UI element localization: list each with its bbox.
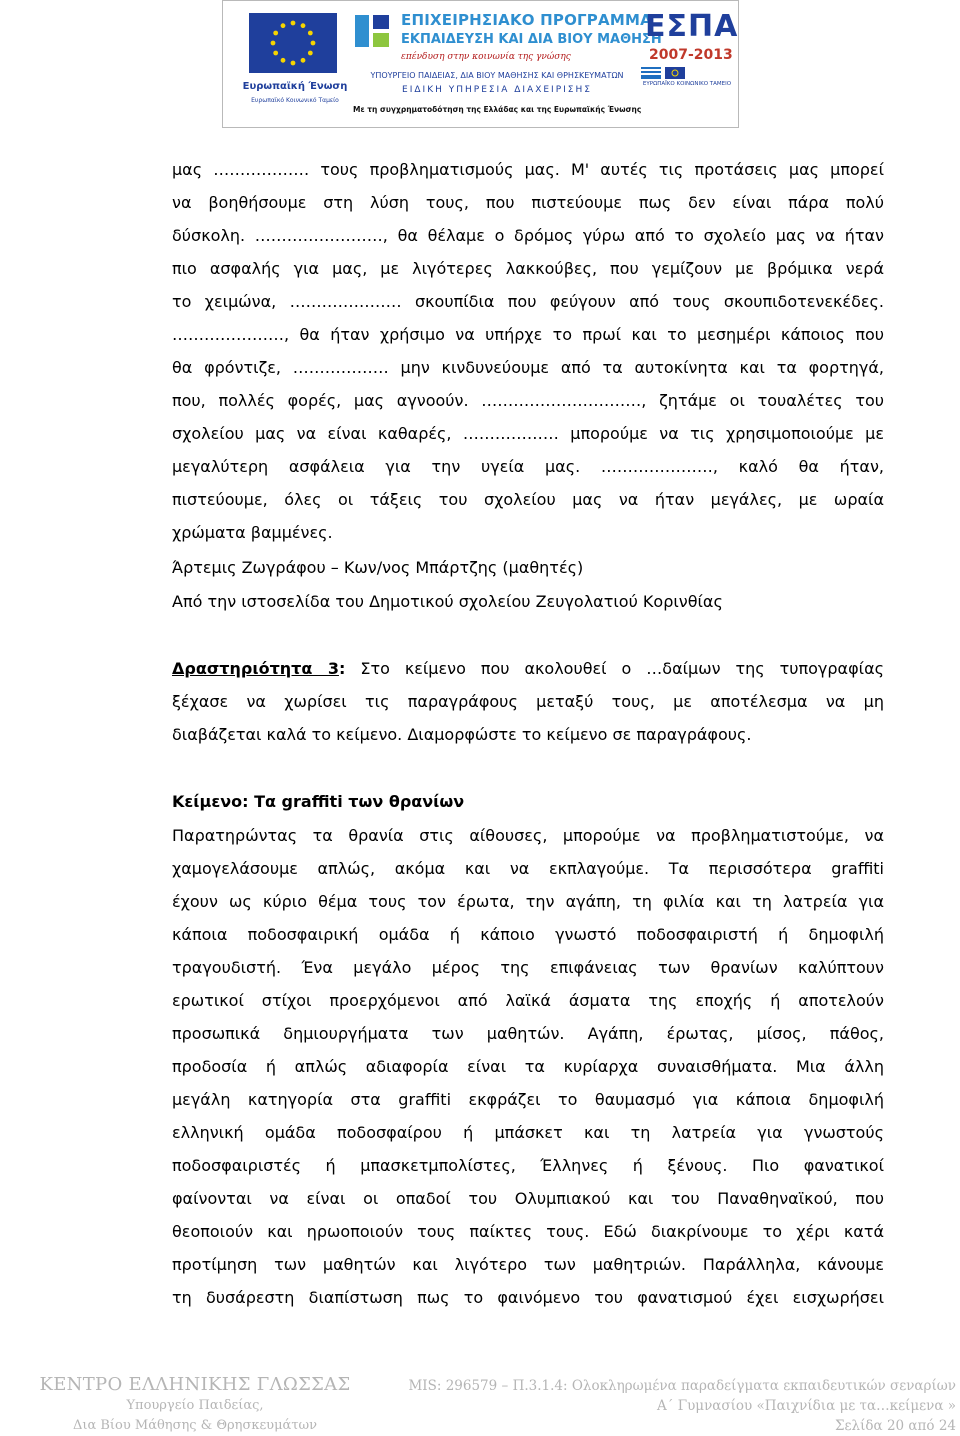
eu-star-icon: [291, 61, 296, 66]
paragraph-line: σχολείου μας να είναι καθαρές, ……………… μπορούμε να τις χρησιμοποιούμε με: [172, 424, 884, 443]
header-banner: [222, 0, 739, 128]
paragraph-line: χαμογελάσουμε απλώς, ακόμα και να εκπλαγούμε. Τα περισσότερα graffiti: [172, 859, 884, 878]
footer-center-name: ΚΕΝΤΡΟ ΕΛΛΗΝΙΚΗΣ ΓΛΩΣΣΑΣ: [39, 1374, 351, 1395]
activity-line: [172, 658, 884, 680]
espa-logo: [639, 9, 739, 119]
paragraph-line: το χειμώνα, ………………… σκουπίδια που φεύγουν από τους σκουπιδοτενεκέδες.: [172, 292, 884, 311]
paragraph-line: έχουν ως κύριο θέμα τους τον έρωτα, την αγάπη, τη φιλία και τη λατρεία για: [172, 892, 884, 911]
eu-fund: Ευρωπαϊκό Κοινωνικό Ταμείο: [251, 97, 339, 104]
footer-left: [0, 1374, 390, 1436]
text-title: Κείμενο: Τα graffiti των θρανίων: [172, 792, 465, 811]
paragraph-line: φαίνονται να είναι οι οπαδοί του Ολυμπιακού και του Παναθηναϊκού, που: [172, 1189, 884, 1208]
eu-star-icon: [311, 41, 316, 46]
activity-text: Στο κείμενο που ακολουθεί ο …δαίμων της τυπογραφίας: [360, 659, 884, 678]
paragraph-line: κάποια ποδοσφαιρική ομάδα ή κάποιο γνωστό ποδοσφαιριστή ή δημοφιλή: [172, 925, 884, 944]
eu-star-icon: [301, 23, 306, 28]
paragraph-line: μεγαλύτερη ασφάλεια για την υγεία μας. …………………, καλό θα ήταν,: [172, 457, 884, 476]
footer-ministry-2: Δια Βίου Μάθησης & Θρησκευμάτων: [72, 1418, 318, 1433]
paragraph-line: ελληνική ομάδα ποδοσφαίρου ή μπάσκετ και τη λατρεία για γνωστούς: [172, 1123, 884, 1142]
paragraph-line: θα φρόντιζε, ……………… μην κινδυνεύουμε από τα αυτοκίνητα και τα φορτηγά,: [172, 358, 884, 377]
espa-title: ΕΣΠΑ: [645, 9, 739, 44]
authors: Άρτεμις Ζωγράφου – Κων/νος Μπάρτζης (μαθητές): [172, 558, 584, 577]
programme-mark-icon: [353, 11, 393, 51]
activity-line: ξέχασε να χωρίσει τις παραγράφους μεταξύ τους, με αποτέλεσμα να μη: [172, 692, 884, 711]
eu-star-icon: [301, 58, 306, 63]
paragraph-line: τη δυσάρεστη διαπίστωση πως το φαινόμενο του φανατισμού έχει εισχωρήσει: [172, 1288, 884, 1307]
footer-right: [376, 1376, 956, 1436]
footer-ministry-1: Υπουργείο Παιδείας,: [126, 1398, 264, 1413]
footer-school: Α΄ Γυμνασίου «Παιχνίδια με τα…κείμενα »: [656, 1398, 956, 1414]
activity-colon: :: [338, 659, 346, 678]
programme-line-1: ΕΠΙΧΕΙΡΗΣΙΑΚΟ ΠΡΟΓΡΑΜΜΑ: [401, 11, 652, 29]
paragraph-line: …………………, θα ήταν χρήσιμο να υπήρχε το πρωί και το μεσημέρι κάποιος που: [172, 325, 884, 344]
programme-service: ΕΙΔΙΚΗ ΥΠΗΡΕΣΙΑ ΔΙΑΧΕΙΡΙΣΗΣ: [402, 85, 592, 95]
source: Από την ιστοσελίδα του Δημοτικού σχολείου Ζευγολατιού Κορινθίας: [172, 592, 723, 611]
paragraph-line: πιο ασφαλής για μας, με λιγότερες λακκούβες, που γεμίζουν με βρόμικα νερά: [172, 259, 884, 278]
eu-flag-icon: [249, 13, 337, 73]
paragraph-line: Παρατηρώντας τα θρανία στις αίθουσες, μπορούμε να προβληματιστούμε, να: [172, 826, 884, 845]
eu-star-icon: [273, 31, 278, 36]
eu-star-icon: [281, 58, 286, 63]
eu-star-icon: [271, 41, 276, 46]
paragraph-line: δύσκολη. ……………………, θα θέλαμε ο δρόμος γύρω από το σχολείο μας να ήταν: [172, 226, 884, 245]
paragraph-line: μας ……………… τους προβληματισμούς μας. Μ' αυτές τις προτάσεις μας μπορεί: [172, 160, 884, 179]
paragraph-line: προσωπικά δημιουργήματα των μαθητών. Αγάπη, έρωτας, μίσος, πάθος,: [172, 1024, 884, 1043]
paragraph-line: μεγάλη κατηγορία στα graffiti εκφράζει το θαυμασμό για κάποια δημοφιλή: [172, 1090, 884, 1109]
espa-years: 2007-2013: [649, 47, 733, 63]
programme-ministry: ΥΠΟΥΡΓΕΙΟ ΠΑΙΔΕΙΑΣ, ΔΙΑ ΒΙΟΥ ΜΑΘΗΣΗΣ ΚΑΙ ΘΡΗΣΚΕΥΜΑΤΩΝ: [370, 71, 624, 80]
paragraph-line: χρώματα βαμμένες.: [172, 523, 333, 542]
activity-line: διαβάζεται καλά το κείμενο. Διαμορφώστε το κείμενο σε παραγράφους.: [172, 725, 752, 744]
paragraph-line: να βοηθήσουμε στη λύση τους, που πιστεύουμε πως δεν είναι πάρα πολύ: [172, 193, 884, 212]
espa-fund: ΕΥΡΩΠΑΪΚΟ ΚΟΙΝΩΝΙΚΟ ΤΑΜΕΙΟ: [642, 81, 732, 87]
eu-star-icon: [308, 51, 313, 56]
eu-star-icon: [273, 51, 278, 56]
paragraph-line: προδοσία ή απλώς αδιαφορία είναι τα κυρίαρχα συναισθήματα. Μια άλλη: [172, 1057, 884, 1076]
paragraph-line: τραγουδιστή. Ένα μεγάλο μέρος της επιφάνειας των θρανίων καλύπτουν: [172, 958, 884, 977]
flags-icon: [641, 67, 733, 79]
footer-mis: MIS: 296579 – Π.3.1.4: Ολοκληρωμένα παραδείγματα εκπαιδευτικών σεναρίων: [408, 1378, 956, 1394]
activity-label: Δραστηριότητα 3: [172, 659, 339, 678]
eu-star-icon: [291, 21, 296, 26]
paragraph-line: ποδοσφαιριστές ή μπασκετμπολίστες, Έλληνες ή ξένους. Πιο φανατικοί: [172, 1156, 884, 1175]
eu-star-icon: [308, 31, 313, 36]
paragraph-line: θεοποιούν και ηρωοποιούν τους παίκτες τους. Εδώ διακρίνουμε το χέρι κατά: [172, 1222, 884, 1241]
paragraph-line: πιστεύουμε, όλες οι τάξεις του σχολείου μας να ήταν μεγάλες, με ωραία: [172, 490, 884, 509]
footer-page-number: Σελίδα 20 από 24: [835, 1418, 956, 1434]
paragraph-line: που, πολλές φορές, μας αγνοούν. …………………………, ζητάμε οι τουαλέτες του: [172, 391, 884, 410]
eu-title: Ευρωπαϊκή Ένωση: [242, 81, 348, 92]
programme-logo: [353, 5, 662, 123]
programme-cofunding: Με τη συγχρηματοδότηση της Ελλάδας και της Ευρωπαϊκής Ένωσης: [353, 105, 642, 114]
paragraph-line: ερωτικοί στίχοι προερχόμενοι από λαϊκά άσματα της εποχής ή αποτελούν: [172, 991, 884, 1010]
programme-line-2: ΕΚΠΑΙΔΕΥΣΗ ΚΑΙ ΔΙΑ ΒΙΟΥ ΜΑΘΗΣΗ: [401, 32, 662, 47]
programme-slogan: επένδυση στην κοινωνία της γνώσης: [401, 52, 571, 62]
eu-star-icon: [281, 23, 286, 28]
eu-logo: [237, 7, 347, 117]
paragraph-line: προτίμηση των μαθητών και λιγότερο των μαθητριών. Παράλληλα, κάνουμε: [172, 1255, 884, 1274]
